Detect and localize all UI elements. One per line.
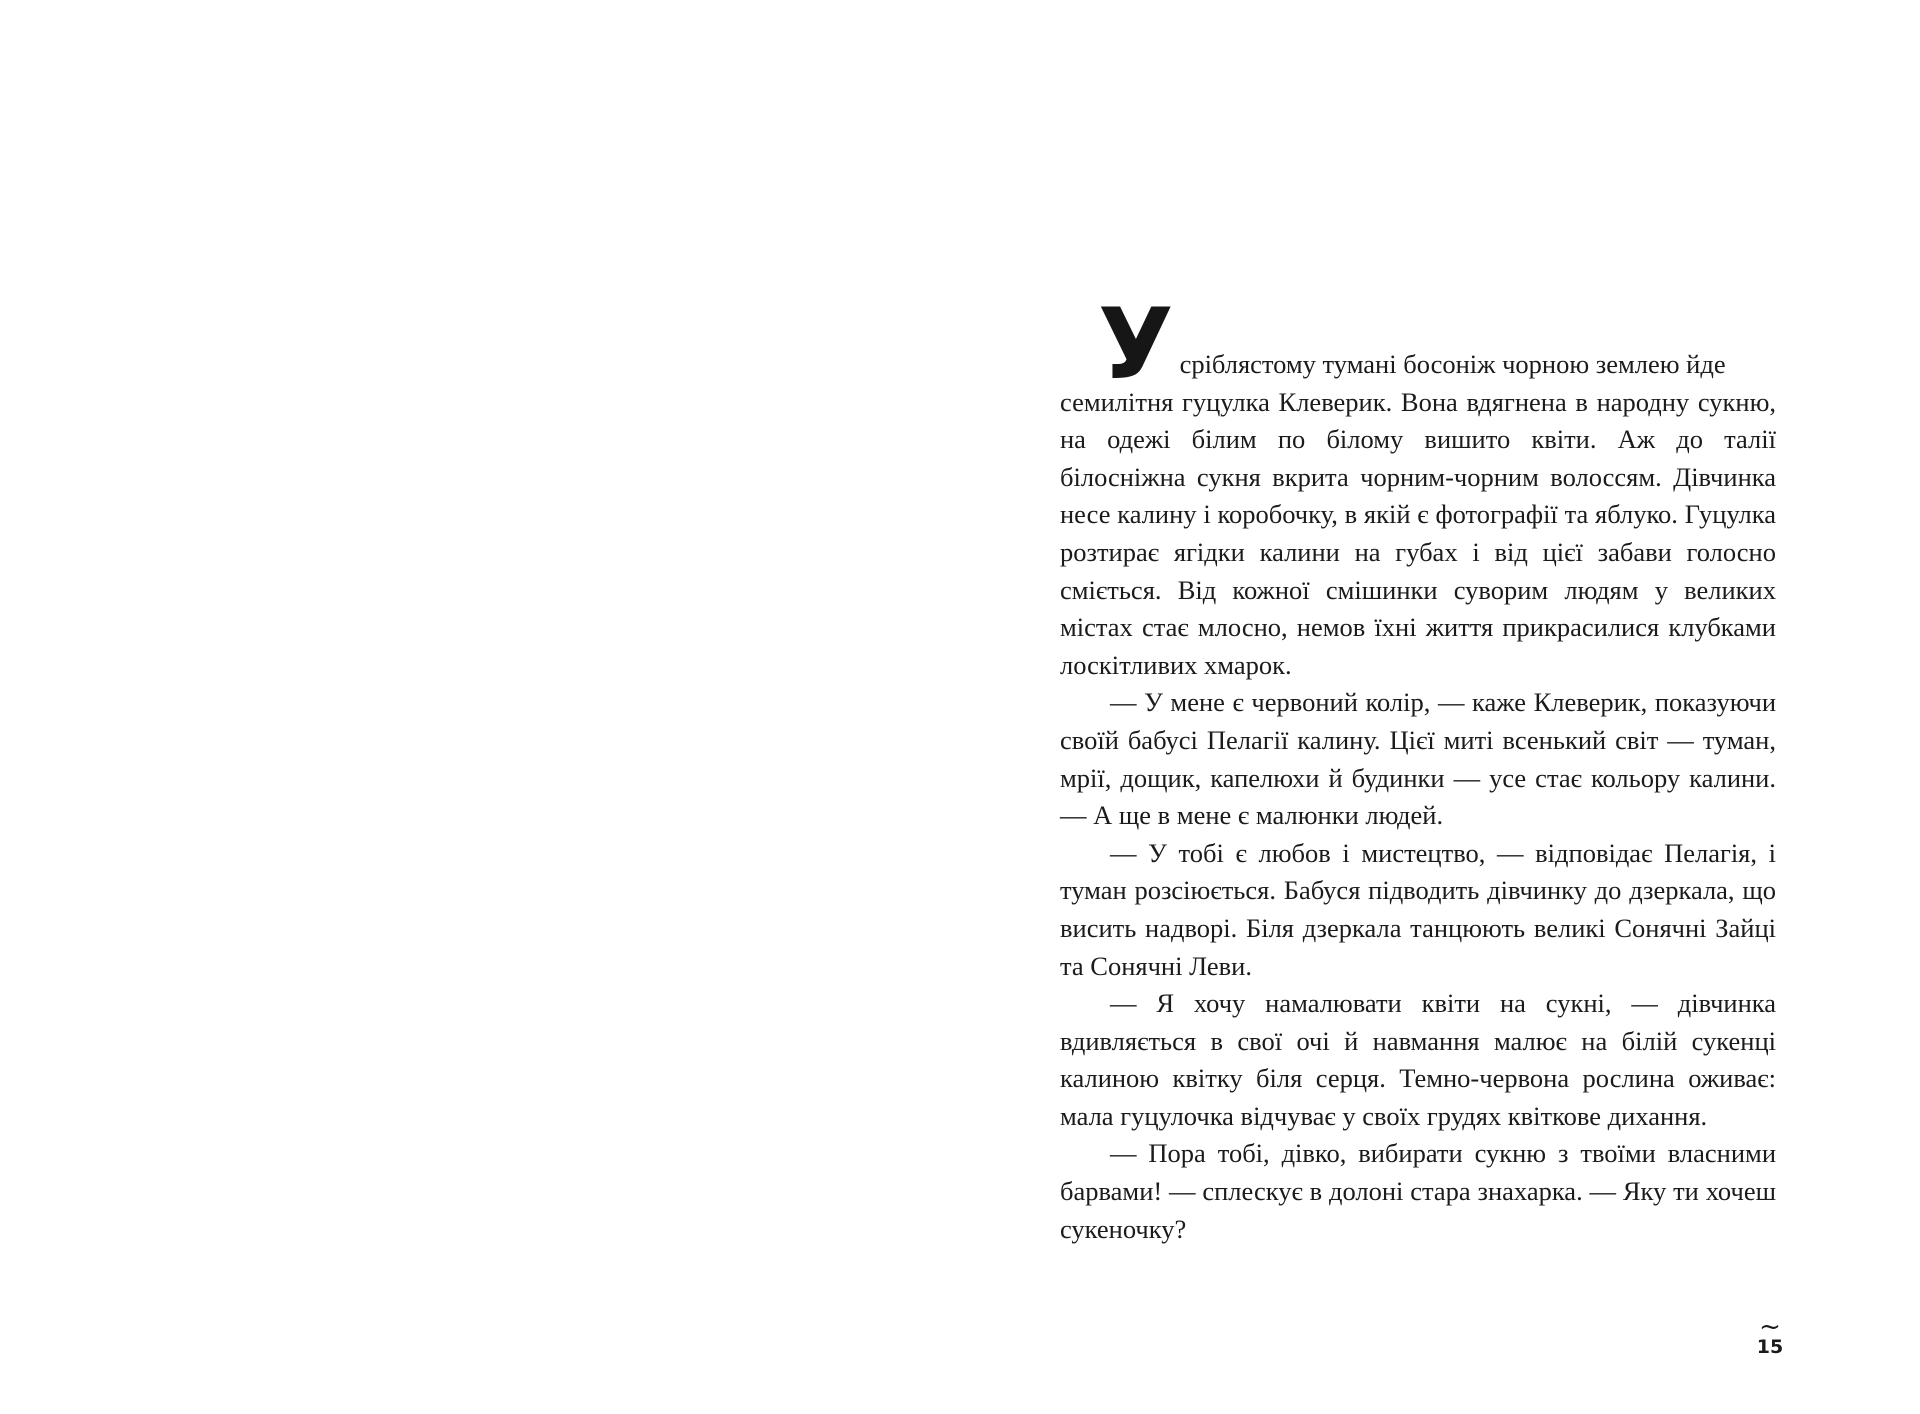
tilde-ornament-icon: ~ [1759, 1312, 1781, 1342]
paragraph-5: — Пора тобі, дівко, вибирати сукню з твоїми власними барвами! — сплескує в долоні стара знахарка. — Яку ти хочеш сукеночку? [1060, 1138, 1776, 1244]
right-page [960, 0, 1920, 1414]
paragraph-1-first-line: сріблястому тумані босоніж чорною землею йде [1179, 349, 1726, 379]
body-text [1060, 288, 1776, 1248]
paragraph-2: — У мене є червоний колір, — каже Клеверик, показуючи своїй бабусі Пелагії калину. Цієї миті всенький світ — туман, мрії, дощик, капелюхи й будинки — усе стає кольору калини. — А ще в мене є малюнки людей. [1060, 687, 1776, 831]
folio [1750, 1312, 1790, 1358]
page-number: 15 [1756, 1336, 1784, 1358]
paragraph-3: — У тобі є любов і мистецтво, — відповідає Пелагія, і туман розсіюється. Бабуся підводить дівчинку до дзеркала, що висить надворі. Біля дзеркала танцюють великі Сонячні Зайці та Сонячні Леви. [1060, 837, 1776, 981]
drop-cap: У [1098, 288, 1172, 402]
paragraph-4: — Я хочу намалювати квіти на сукні, — дівчинка вдивляється в свої очі й навмання малює на білій сукенці калиною квітку біля серця. Темно-червона рослина оживає: мала гуцулочка відчуває у своїх грудях квіткове дихання. [1060, 988, 1776, 1131]
paragraph-1 [1060, 288, 1776, 684]
paragraph-1-body: семилітня гуцулка Клеверик. Вона вдягнена в народну сукню, на одежі білим по білому вишито квіти. Аж до талії білосніжна сукня вкрита чорним-чорним волоссям. Дівчинка несе калину і коробочку, в якій є фотографії та яблуко. Гуцулка розтирає ягідки калини на губах і від цієї забави голосно сміється. Від кожної смішинки суворим людям у великих містах стає млосно, немов їхні життя прикрасилися клубками лоскітливих хмарок. [1060, 386, 1776, 680]
